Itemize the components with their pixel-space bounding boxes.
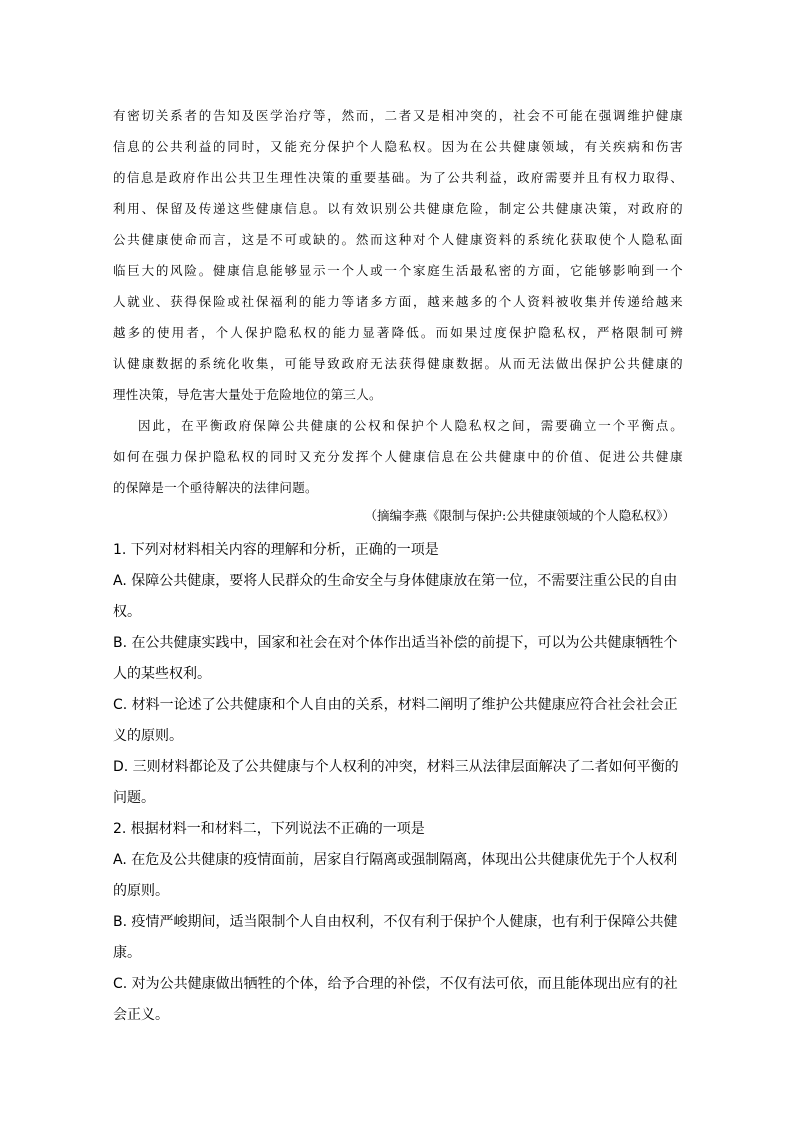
- option-line: 会正义。: [113, 1007, 169, 1023]
- option-line: B. 疫情严峻期间，适当限制个人自由权利，不仅有利于保护个人健康，也有利于保障公共健: [113, 914, 678, 930]
- passage-line: 的保障是一个亟待解决的法律问题。: [113, 480, 318, 495]
- passage-text: [113, 100, 683, 503]
- option-line: 康。: [113, 945, 141, 961]
- option-line: A. 在危及公共健康的疫情面前，居家自行隔离或强制隔离，体现出公共健康优先于个人权利: [113, 852, 678, 868]
- passage-line: 有密切关系者的告知及医学治疗等，然而，二者又是相冲突的，社会不可能在强调维护健康: [113, 108, 683, 123]
- option-line: 问题。: [113, 790, 155, 806]
- passage-line: 临巨大的风险。健康信息能够显示一个人或一个家庭生活最私密的方面，它能够影响到一个: [113, 263, 683, 278]
- passage-line: 因此，在平衡政府保障公共健康的公权和保护个人隐私权之间，需要确立一个平衡点。: [138, 418, 683, 433]
- question-option: [113, 566, 683, 628]
- question-option: [113, 752, 683, 814]
- question-list: [113, 535, 683, 1031]
- option-line: 权。: [113, 604, 141, 620]
- option-line: A. 保障公共健康，要将人民群众的生命安全与身体健康放在第一位，不需要注重公民的自由: [113, 573, 678, 589]
- option-line: D. 三则材料都论及了公共健康与个人权利的冲突，材料三从法律层面解决了二者如何平衡的: [113, 759, 679, 775]
- question-option: [113, 628, 683, 690]
- question-stem: 1. 下列对材料相关内容的理解和分析，正确的一项是: [113, 542, 439, 558]
- option-line: B. 在公共健康实践中，国家和社会在对个体作出适当补偿的前提下，可以为公共健康牺牲个: [113, 635, 678, 651]
- passage-line: 公共健康使命而言，这是不可或缺的。然而这种对个人健康资料的系统化获取使个人隐私面: [113, 232, 683, 247]
- option-line: C. 材料一论述了公共健康和个人自由的关系，材料二阐明了维护公共健康应符合社会社会正: [113, 697, 678, 713]
- passage-line: 理性决策，导危害大量处于危险地位的第三人。: [113, 387, 382, 402]
- question-option: [113, 907, 683, 969]
- passage-line: 利用、保留及传递这些健康信息。以有效识别公共健康危险，制定公共健康决策，对政府的: [113, 201, 683, 216]
- passage-line: 信息的公共利益的同时，又能充分保护个人隐私权。因为在公共健康领域，有关疾病和伤害: [113, 139, 683, 154]
- question-stem: 2. 根据材料一和材料二，下列说法不正确的一项是: [113, 821, 425, 837]
- option-line: 义的原则。: [113, 728, 183, 744]
- question-option: [113, 969, 683, 1031]
- question-option: [113, 690, 683, 752]
- question-option: [113, 845, 683, 907]
- option-line: 人的某些权利。: [113, 666, 211, 682]
- passage-line: 认健康数据的系统化收集，可能导致政府无法获得健康数据。从而无法做出保护公共健康的: [113, 356, 683, 371]
- passage-line: 如何在强力保护隐私权的同时又充分发挥个人健康信息在公共健康中的价值、促进公共健康: [113, 449, 683, 464]
- passage-line: 人就业、获得保险或社保福利的能力等诸多方面，越来越多的个人资料被收集并传递给越来: [113, 294, 683, 309]
- passage-line: 的信息是政府作出公共卫生理性决策的重要基础。为了公共利益，政府需要并且有权力取得、: [113, 170, 683, 185]
- option-line: C. 对为公共健康做出牺牲的个体，给予合理的补偿，不仅有法可依，而且能体现出应有的社: [113, 976, 678, 992]
- passage-line: 越多的使用者，个人保护隐私权的能力显著降低。而如果过度保护隐私权，严格限制可辨: [113, 325, 683, 340]
- option-line: 的原则。: [113, 883, 169, 899]
- source-citation: （摘编李燕《限制与保护:公共健康领域的个人隐私权》）: [364, 508, 675, 523]
